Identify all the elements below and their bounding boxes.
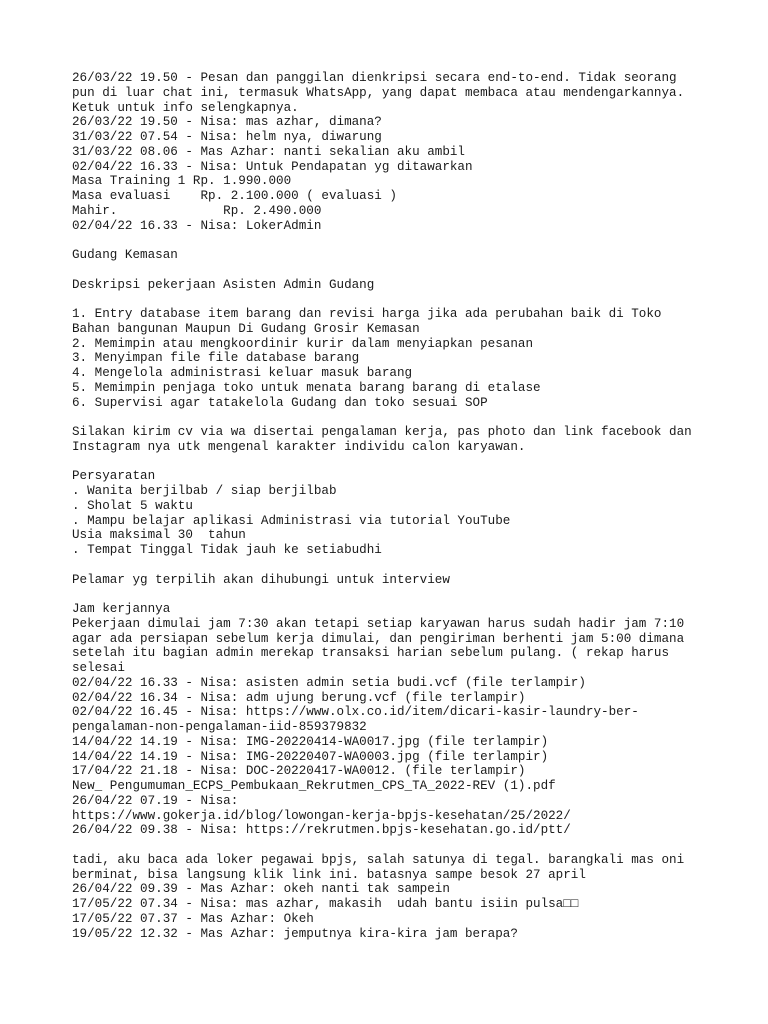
document-line: . Tempat Tinggal Tidak jauh ke setiabudhi: [72, 543, 382, 557]
document-line: Ketuk untuk info selengkapnya.: [72, 100, 299, 115]
document-line: 26/03/22 19.50 - Pesan dan panggilan dienkripsi secara end-to-end. Tidak seorang: [72, 71, 677, 85]
document-line: [72, 292, 732, 307]
document-line: Masa evaluasi Rp. 2.100.000 ( evaluasi ): [72, 189, 397, 203]
document-line: [72, 263, 732, 278]
document-line: Gudang Kemasan: [72, 248, 178, 262]
document-line: setelah itu bagian admin merekap transaksi harian sebelum pulang. ( rekap harus: [72, 646, 670, 661]
document-line: Instagram nya utk mengenal karakter individu calon karyawan.: [72, 439, 526, 454]
document-line: [72, 558, 732, 573]
document-line: 17/04/22 21.18 - Nisa: DOC-20220417-WA0012. (file terlampir): [72, 764, 526, 779]
document-line: 26/03/22 19.50 - Nisa: mas azhar, dimana?: [72, 115, 382, 130]
document-line: 5. Memimpin penjaga toko untuk menata barang barang di etalase: [72, 380, 541, 395]
document-line: Jam kerjannya: [72, 602, 171, 616]
document-line: [72, 233, 732, 248]
document-line: 26/04/22 09.39 - Mas Azhar: okeh nanti tak sampein: [72, 882, 450, 897]
document-line: 19/05/22 12.32 - Mas Azhar: jemputnya kira-kira jam berapa?: [72, 926, 518, 941]
document-line: 3. Menyimpan file file database barang: [72, 351, 360, 366]
document-line: Masa Training 1 Rp. 1.990.000: [72, 174, 292, 189]
document-line: pun di luar chat ini, termasuk WhatsApp, yang dapat membaca atau mendengarkannya.: [72, 85, 685, 100]
document-line: Persyaratan: [72, 469, 156, 484]
document-line: Pekerjaan dimulai jam 7:30 akan tetapi setiap karyawan harus sudah hadir jam 7:10: [72, 616, 685, 631]
document-line: Silakan kirim cv via wa disertai pengalaman kerja, pas photo dan link facebook dan: [72, 425, 692, 439]
document-line: [72, 587, 732, 602]
document-line: . Wanita berjilbab / siap berjilbab: [72, 484, 337, 498]
document-line: 26/04/22 09.38 - Nisa: https://rekrutmen.bpjs-kesehatan.go.id/ptt/: [72, 823, 571, 838]
document-line: [72, 838, 732, 853]
document-line: Pelamar yg terpilih akan dihubungi untuk interview: [72, 572, 450, 587]
document-line: selesai: [72, 661, 125, 675]
document-line: 14/04/22 14.19 - Nisa: IMG-20220407-WA0003.jpg (file terlampir): [72, 749, 549, 764]
document-line: 2. Memimpin atau mengkoordinir kurir dalam menyiapkan pesanan: [72, 336, 534, 351]
document-line: 31/03/22 07.54 - Nisa: helm nya, diwarung: [72, 130, 382, 144]
document-line: [72, 455, 732, 470]
document-line: tadi, aku baca ada loker pegawai bpjs, salah satunya di tegal. barangkali mas oni: [72, 852, 685, 867]
document-page: [72, 71, 732, 941]
document-line: Deskripsi pekerjaan Asisten Admin Gudang: [72, 277, 375, 292]
document-line: Mahir. Rp. 2.490.000: [72, 203, 322, 218]
document-line: 26/04/22 07.19 - Nisa:: [72, 793, 239, 808]
document-line: 4. Mengelola administrasi keluar masuk barang: [72, 366, 413, 380]
document-line: agar ada persiapan sebelum kerja dimulai, dan pengiriman berhenti jam 5:00 dimana: [72, 631, 685, 646]
document-line: 14/04/22 14.19 - Nisa: IMG-20220414-WA0017.jpg (file terlampir): [72, 734, 549, 749]
document-line: berminat, bisa langsung klik link ini. batasnya sampe besok 27 april: [72, 867, 586, 882]
document-line: https://www.gokerja.id/blog/lowongan-kerja-bpjs-kesehatan/25/2022/: [72, 808, 571, 823]
document-line: [72, 410, 732, 425]
document-line: Usia maksimal 30 tahun: [72, 528, 246, 543]
document-line: New_ Pengumuman_ECPS_Pembukaan_Rekrutmen_CPS_TA_2022-REV (1).pdf: [72, 779, 556, 793]
document-line: 17/05/22 07.37 - Mas Azhar: Okeh: [72, 911, 314, 926]
document-line: 02/04/22 16.34 - Nisa: adm ujung berung.vcf (file terlampir): [72, 690, 526, 705]
document-line: 02/04/22 16.45 - Nisa: https://www.olx.co.id/item/dicari-kasir-laundry-ber-: [72, 705, 639, 720]
document-line: . Mampu belajar aplikasi Administrasi via tutorial YouTube: [72, 513, 511, 528]
document-line: 6. Supervisi agar tatakelola Gudang dan toko sesuai SOP: [72, 395, 488, 410]
document-line: . Sholat 5 waktu: [72, 498, 193, 513]
document-line: 1. Entry database item barang dan revisi harga jika ada perubahan baik di Toko: [72, 307, 662, 321]
document-line: 02/04/22 16.33 - Nisa: asisten admin setia budi.vcf (file terlampir): [72, 675, 586, 690]
document-line: 31/03/22 08.06 - Mas Azhar: nanti sekalian aku ambil: [72, 144, 465, 159]
document-line: 02/04/22 16.33 - Nisa: LokerAdmin: [72, 218, 322, 233]
document-line: Bahan bangunan Maupun Di Gudang Grosir Kemasan: [72, 321, 420, 336]
document-line: 02/04/22 16.33 - Nisa: Untuk Pendapatan yg ditawarkan: [72, 159, 473, 174]
document-line: pengalaman-non-pengalaman-iid-859379832: [72, 720, 367, 734]
document-line: 17/05/22 07.34 - Nisa: mas azhar, makasih udah bantu isiin pulsa□□: [72, 897, 579, 911]
